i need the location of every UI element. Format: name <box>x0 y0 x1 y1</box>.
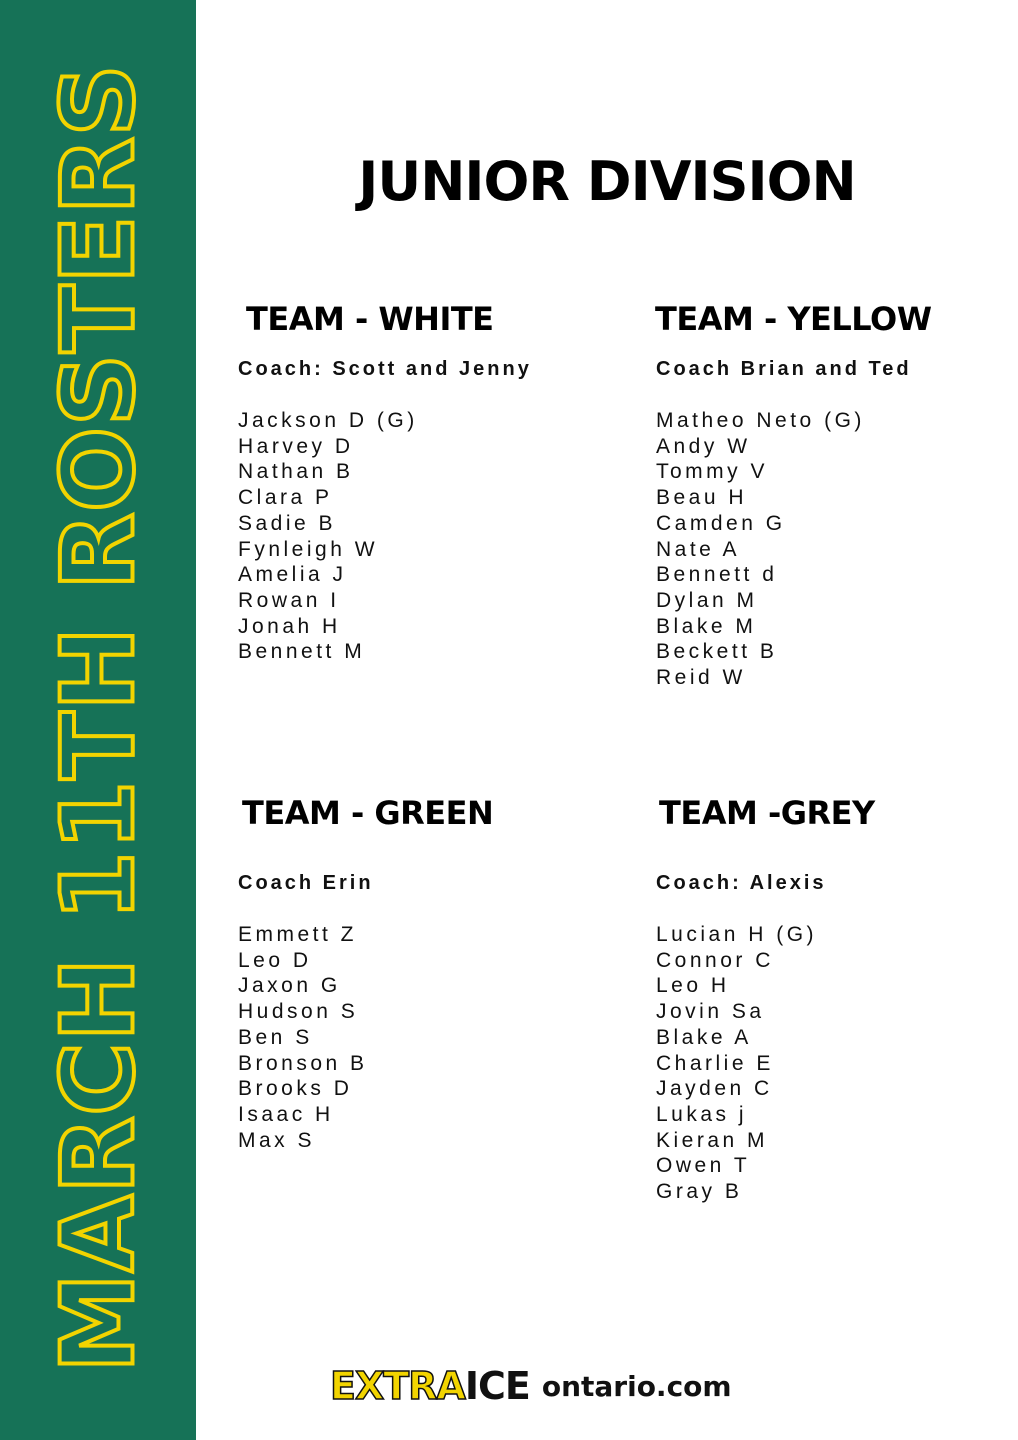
logo-domain-text: ontario.com <box>541 1369 732 1403</box>
footer-logo <box>330 1364 732 1408</box>
player-list <box>656 408 865 691</box>
player-name: Fynleigh W <box>238 537 379 561</box>
player-name: Jovin Sa <box>656 1000 765 1024</box>
logo-ice-text: ICE <box>464 1364 530 1408</box>
player-name: Clara P <box>238 486 333 510</box>
team-name: TEAM -GREY <box>659 794 875 832</box>
player-name: Lukas j <box>656 1102 748 1126</box>
player-name: Hudson S <box>238 1000 359 1024</box>
player-name: Jayden C <box>656 1077 773 1101</box>
coach-label: Coach Erin <box>238 872 374 894</box>
sidebar-banner <box>0 0 196 1440</box>
player-name: Sadie B <box>238 511 337 535</box>
player-name: Bennett M <box>238 640 366 664</box>
player-name: Max S <box>238 1128 316 1152</box>
player-name: Dylan M <box>656 588 758 612</box>
player-name: Charlie E <box>656 1051 774 1075</box>
player-name: Gray B <box>656 1180 743 1204</box>
player-name: Leo H <box>656 974 730 998</box>
player-name: Rowan I <box>238 588 340 612</box>
player-list <box>238 408 418 665</box>
team-name: TEAM - YELLOW <box>655 300 932 338</box>
player-name: Tommy V <box>656 460 769 484</box>
team-name: TEAM - GREEN <box>242 794 494 832</box>
team-green <box>238 794 494 1152</box>
logo-extra-text: EXTRA <box>330 1364 465 1408</box>
sidebar-title: MARCH 11TH ROSTERS <box>39 63 157 1373</box>
player-name: Blake A <box>656 1025 752 1049</box>
player-name: Bronson B <box>238 1051 368 1075</box>
player-name: Brooks D <box>238 1077 353 1101</box>
team-name: TEAM - WHITE <box>246 300 494 338</box>
player-name: Nate A <box>656 537 741 561</box>
player-name: Jackson D (G) <box>238 409 418 432</box>
player-name: Beckett B <box>656 640 778 664</box>
player-name: Jaxon G <box>238 974 341 998</box>
player-name: Camden G <box>656 511 786 535</box>
player-name: Isaac H <box>238 1102 334 1126</box>
player-list <box>238 922 368 1153</box>
player-name: Andy W <box>656 434 751 458</box>
coach-label: Coach Brian and Ted <box>656 358 912 380</box>
team-yellow <box>655 300 932 690</box>
coach-label: Coach: Alexis <box>656 872 827 894</box>
player-name: Jonah H <box>238 614 341 638</box>
coach-label: Coach: Scott and Jenny <box>238 358 532 380</box>
player-name: Beau H <box>656 486 748 510</box>
player-name: Reid W <box>656 666 746 690</box>
player-name: Nathan B <box>238 460 354 484</box>
team-grey <box>656 794 875 1204</box>
player-name: Lucian H (G) <box>656 923 818 946</box>
player-name: Owen T <box>656 1154 751 1178</box>
player-name: Connor C <box>656 948 774 972</box>
player-name: Matheo Neto (G) <box>656 409 865 432</box>
page-title: JUNIOR DIVISION <box>358 150 856 213</box>
player-name: Amelia J <box>238 563 347 587</box>
player-name: Kieran M <box>656 1128 769 1152</box>
player-list <box>656 922 817 1205</box>
player-name: Ben S <box>238 1025 313 1049</box>
player-name: Bennett d <box>656 563 778 587</box>
player-name: Harvey D <box>238 434 354 458</box>
player-name: Emmett Z <box>238 923 358 946</box>
player-name: Blake M <box>656 614 757 638</box>
team-white <box>238 300 532 664</box>
player-name: Leo D <box>238 948 312 972</box>
